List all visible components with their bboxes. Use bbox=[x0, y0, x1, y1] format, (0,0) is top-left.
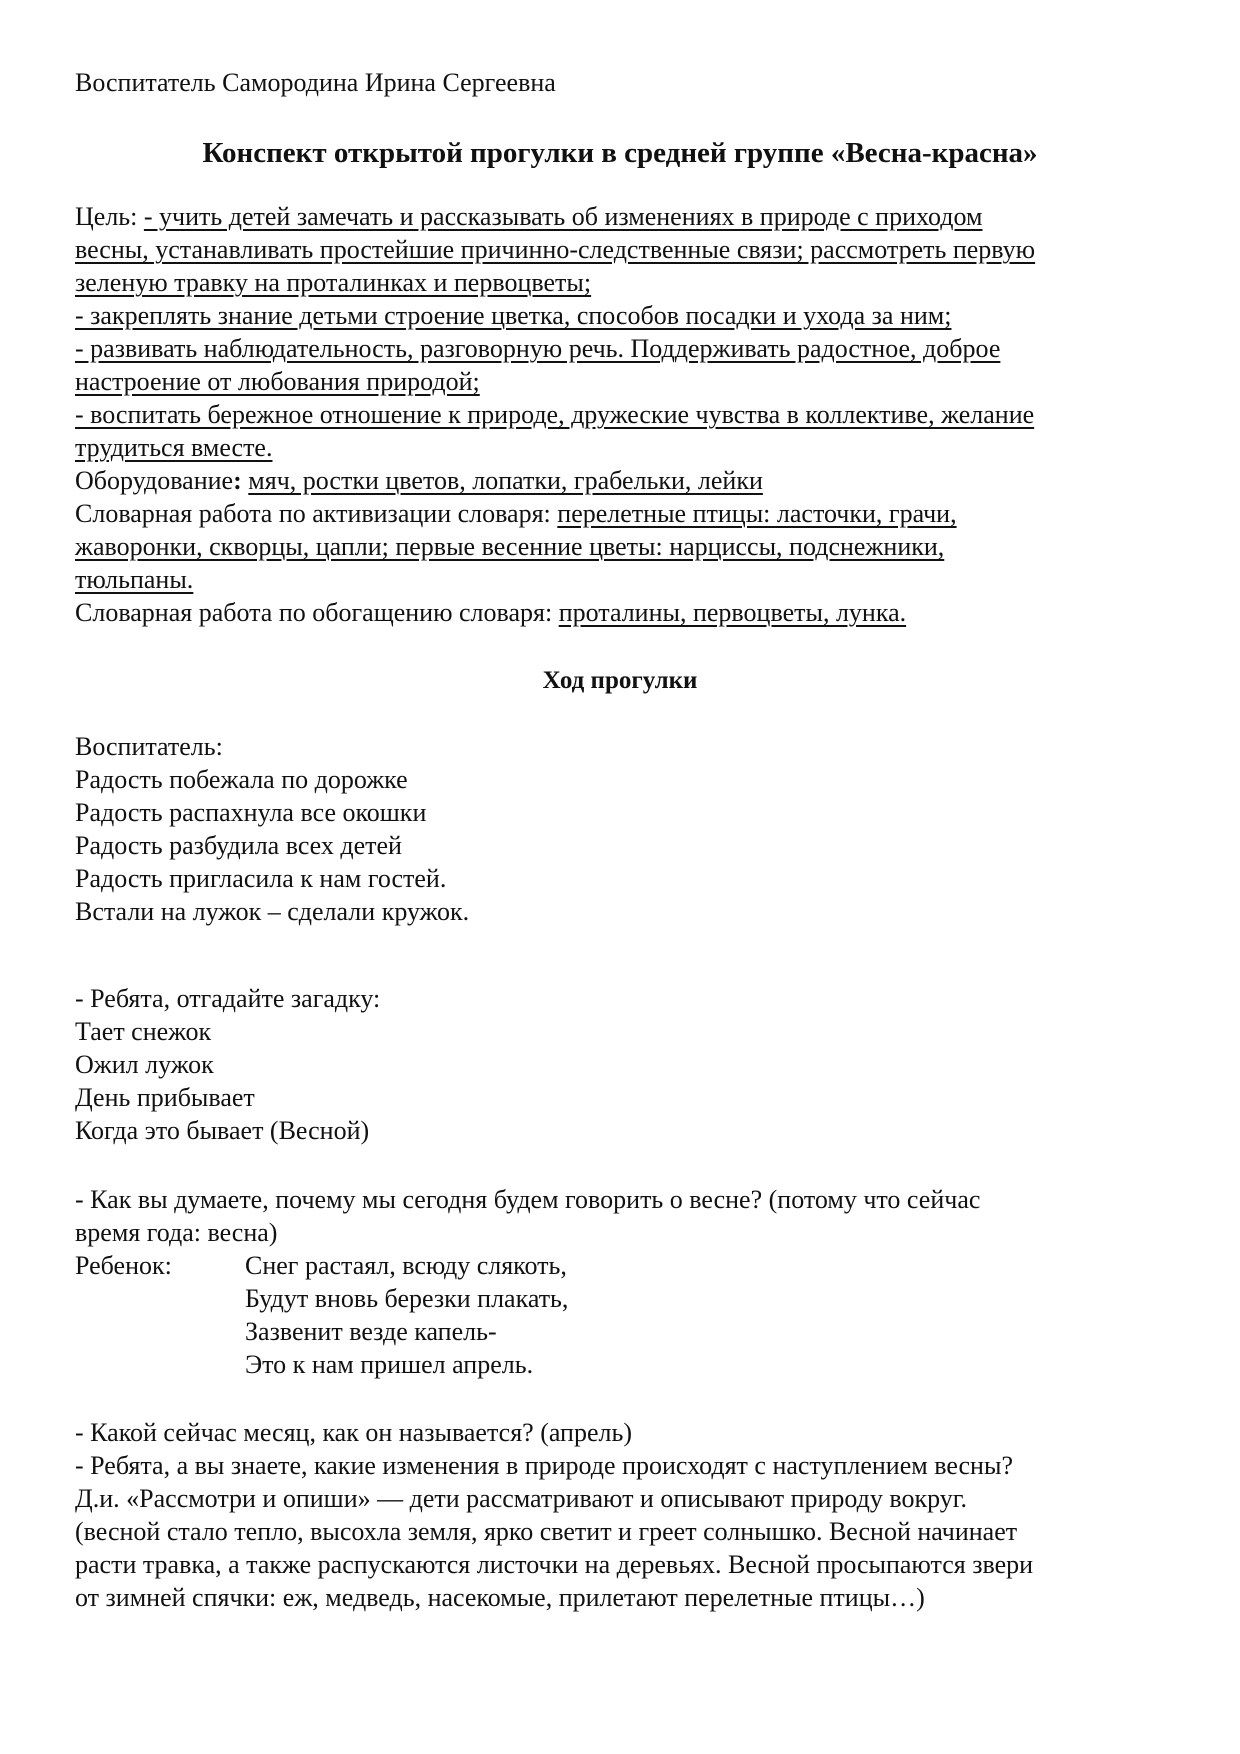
child-poem-line: Зазвенит везде капель- bbox=[245, 1317, 497, 1346]
question-line: - Как вы думаете, почему мы сегодня будем говорить о весне? (потому что сейчас bbox=[75, 1185, 981, 1214]
closing-line: - Ребята, а вы знаете, какие изменения в природе происходят с наступлением весны? bbox=[75, 1451, 1013, 1480]
poem1-line: Радость разбудила всех детей bbox=[75, 831, 402, 860]
closing-line: (весной стало тепло, высохла земля, ярко светит и греет солнышко. Весной начинает bbox=[75, 1517, 1018, 1546]
vocab-activation-line-3: тюльпаны. bbox=[75, 565, 194, 594]
vocab-enrichment-value: проталины, первоцветы, лунка. bbox=[558, 598, 907, 627]
vocab-enrichment-line bbox=[75, 598, 906, 628]
child-poem-line: Это к нам пришел апрель. bbox=[245, 1350, 534, 1379]
vocab-activation-label: Словарная работа по активизации словаря: bbox=[75, 499, 558, 528]
vocab-enrichment-label: Словарная работа по обогащению словаря: bbox=[75, 598, 559, 627]
goal-line-1 bbox=[75, 202, 982, 232]
goal-text: - учить детей замечать и рассказывать об изменениях в природе с приходом bbox=[143, 202, 983, 231]
poem1-line: Воспитатель: bbox=[75, 732, 223, 761]
vocab-activation-line-1 bbox=[75, 499, 957, 529]
equipment-colon: : bbox=[233, 466, 249, 495]
author-line: Воспитатель Самородина Ирина Сергеевна bbox=[75, 68, 556, 97]
riddle-line: Тает снежок bbox=[75, 1017, 212, 1046]
goal-line-8: трудиться вместе. bbox=[75, 433, 273, 462]
goal-line-3: зеленую травку на проталинках и первоцветы; bbox=[75, 268, 592, 297]
goal-line-2: весны, устанавливать простейшие причинно-следственные связи; рассмотреть первую bbox=[75, 235, 1036, 264]
poem1-line: Радость пригласила к нам гостей. bbox=[75, 864, 447, 893]
riddle-line: Когда это бывает (Весной) bbox=[75, 1116, 370, 1145]
vocab-activation-line-2: жаворонки, скворцы, цапли; первые весенние цветы: нарциссы, подснежники, bbox=[75, 532, 945, 561]
riddle-line: - Ребята, отгадайте загадку: bbox=[75, 984, 381, 1013]
question-line: время года: весна) bbox=[75, 1218, 278, 1247]
goal-label: Цель: bbox=[75, 202, 144, 231]
closing-line: расти травка, а также распускаются листочки на деревьях. Весной просыпаются звери bbox=[75, 1550, 1034, 1579]
child-poem-line: Снег растаял, всюду слякоть, bbox=[245, 1251, 567, 1280]
closing-line: - Какой сейчас месяц, как он называется? (апрель) bbox=[75, 1418, 632, 1447]
closing-line: Д.и. «Рассмотри и опиши» — дети рассматривают и описывают природу вокруг. bbox=[75, 1484, 968, 1513]
closing-line: от зимней спячки: еж, медведь, насекомые, прилетают перелетные птицы…) bbox=[75, 1583, 925, 1612]
goal-line-4: - закреплять знание детьми строение цветка, способов посадки и ухода за ним; bbox=[75, 301, 952, 330]
vocab-activation-text: перелетные птицы: ласточки, грачи, bbox=[557, 499, 957, 528]
goal-line-7: - воспитать бережное отношение к природе, дружеские чувства в коллективе, желание bbox=[75, 400, 1035, 429]
poem1-line: Радость побежала по дорожке bbox=[75, 765, 408, 794]
equipment-value: мяч, ростки цветов, лопатки, грабельки, лейки bbox=[248, 466, 763, 495]
section-title: Ход прогулки bbox=[542, 667, 698, 694]
riddle-line: День прибывает bbox=[75, 1083, 255, 1112]
equipment-label: Оборудование bbox=[75, 466, 234, 495]
child-poem-line: Будут вновь березки плакать, bbox=[245, 1284, 569, 1313]
poem1-line: Встали на лужок – сделали кружок. bbox=[75, 897, 470, 926]
document-title: Конспект открытой прогулки в средней группе «Весна-красна» bbox=[202, 137, 1038, 169]
goal-line-6: настроение от любования природой; bbox=[75, 367, 480, 396]
goal-line-5: - развивать наблюдательность, разговорную речь. Поддерживать радостное, доброе bbox=[75, 334, 1001, 363]
poem1-line: Радость распахнула все окошки bbox=[75, 798, 427, 827]
child-label: Ребенок: bbox=[75, 1251, 172, 1280]
riddle-line: Ожил лужок bbox=[75, 1050, 214, 1079]
equipment-line bbox=[75, 466, 763, 496]
